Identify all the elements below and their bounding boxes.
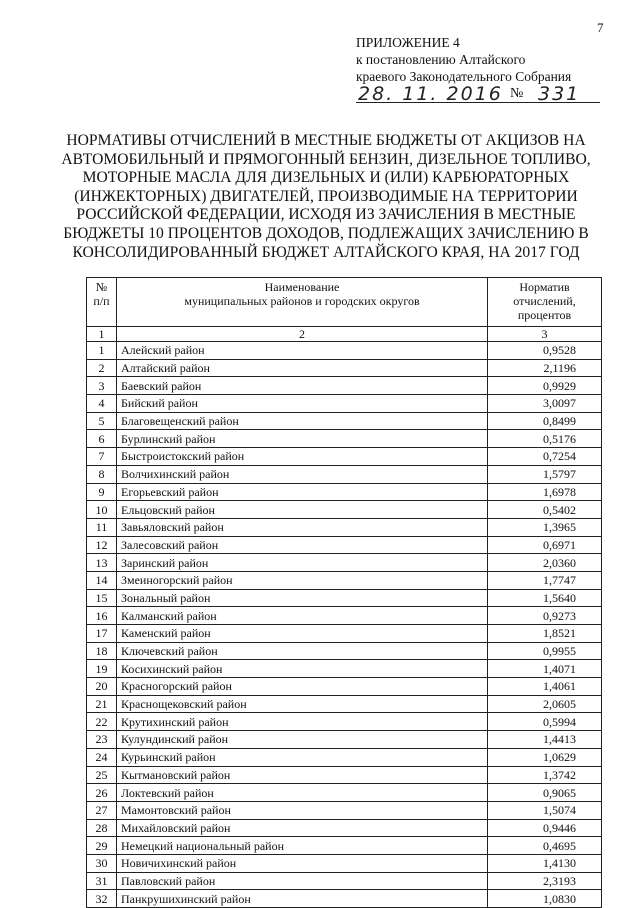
norm-value: 1,4071 — [488, 660, 602, 678]
table-row — [87, 501, 602, 519]
table-row — [87, 342, 602, 360]
document-title: НОРМАТИВЫ ОТЧИСЛЕНИЙ В МЕСТНЫЕ БЮДЖЕТЫ ОТ АКЦИЗОВ НА АВТОМОБИЛЬНЫЙ И ПРЯМОГОННЫЙ БЕНЗИН, ДИЗЕЛЬНОЕ ТОПЛИВО, МОТОРНЫЕ МАСЛА ДЛЯ ДИЗЕЛЬНЫХ И (ИЛИ) КАРБЮРАТОРНЫХ (ИНЖЕКТОРНЫХ) ДВИГАТЕЛЕЙ, ПРОИЗВОДИМЫЕ НА ТЕРРИТОРИИ РОССИЙСКОЙ ФЕДЕРАЦИИ, ИСХОДЯ ИЗ ЗАЧИСЛЕНИЯ В МЕСТНЫЕ БЮДЖЕТЫ 10 ПРОЦЕНТОВ ДОХОДОВ, ПОДЛЕЖАЩИХ ЗАЧИСЛЕНИЮ В КОНСОЛИДИРОВАННЫЙ БЮДЖЕТ АЛТАЙСКОГО КРАЯ, НА 2017 ГОД — [61, 132, 591, 261]
table-row — [87, 731, 602, 749]
table-row — [87, 837, 602, 855]
district-name: Ельцовский район — [117, 501, 488, 519]
table-row — [87, 359, 602, 377]
district-name: Заринский район — [117, 554, 488, 572]
district-name: Завьяловский район — [117, 518, 488, 536]
row-number: 23 — [87, 731, 117, 749]
appendix-header — [356, 34, 571, 85]
row-number: 10 — [87, 501, 117, 519]
appendix-line-3: краевого Законодательного Собрания — [356, 69, 572, 84]
district-name: Зональный район — [117, 589, 488, 607]
table-row — [87, 872, 602, 890]
district-name: Кулундинский район — [117, 731, 488, 749]
row-number: 9 — [87, 483, 117, 501]
district-name: Новичихинский район — [117, 854, 488, 872]
norm-value: 1,5074 — [488, 801, 602, 819]
norm-value: 0,8499 — [488, 412, 602, 430]
district-name: Мамонтовский район — [117, 801, 488, 819]
row-number: 16 — [87, 607, 117, 625]
table-row — [87, 748, 602, 766]
district-name: Залесовский район — [117, 536, 488, 554]
district-name: Кытмановский район — [117, 766, 488, 784]
row-number: 20 — [87, 678, 117, 696]
resolution-date: 28. 11. 2016 — [358, 83, 503, 105]
table-row — [87, 607, 602, 625]
appendix-line-2: к постановлению Алтайского — [356, 52, 526, 67]
table-row — [87, 678, 602, 696]
table-row — [87, 536, 602, 554]
district-name: Панкрушихинский район — [117, 890, 488, 908]
norm-value: 2,0605 — [488, 695, 602, 713]
district-name: Косихинский район — [117, 660, 488, 678]
row-number: 24 — [87, 748, 117, 766]
row-number: 11 — [87, 518, 117, 536]
district-name: Егорьевский район — [117, 483, 488, 501]
norm-value: 1,6978 — [488, 483, 602, 501]
table-row — [87, 571, 602, 589]
norm-value: 0,5402 — [488, 501, 602, 519]
column-index-row — [87, 327, 602, 342]
district-name: Курьинский район — [117, 748, 488, 766]
resolution-date-number — [356, 83, 601, 105]
table-row — [87, 819, 602, 837]
norm-value: 0,9929 — [488, 377, 602, 395]
row-number: 26 — [87, 784, 117, 802]
norm-value: 1,8521 — [488, 625, 602, 643]
norm-value: 1,5640 — [488, 589, 602, 607]
header-name-line-1: Наименование — [264, 280, 340, 294]
district-name: Красногорский район — [117, 678, 488, 696]
norm-value: 1,4130 — [488, 854, 602, 872]
table-row — [87, 854, 602, 872]
table-row — [87, 395, 602, 413]
column-index: 3 — [488, 327, 602, 342]
norm-value: 2,1196 — [488, 359, 602, 377]
row-number: 6 — [87, 430, 117, 448]
table-row — [87, 412, 602, 430]
appendix-title: ПРИЛОЖЕНИЕ 4 — [356, 35, 460, 50]
district-name: Калманский район — [117, 607, 488, 625]
district-name: Быстроистокский район — [117, 448, 488, 466]
district-name: Алтайский район — [117, 359, 488, 377]
row-number: 2 — [87, 359, 117, 377]
norm-value: 1,0830 — [488, 890, 602, 908]
district-name: Бурлинский район — [117, 430, 488, 448]
row-number: 30 — [87, 854, 117, 872]
district-name: Благовещенский район — [117, 412, 488, 430]
row-number: 8 — [87, 465, 117, 483]
column-index: 1 — [87, 327, 117, 342]
norms-table — [86, 277, 602, 908]
row-number: 13 — [87, 554, 117, 572]
row-number: 5 — [87, 412, 117, 430]
norm-value: 1,5797 — [488, 465, 602, 483]
norm-value: 0,9065 — [488, 784, 602, 802]
row-number: 31 — [87, 872, 117, 890]
norm-value: 0,4695 — [488, 837, 602, 855]
header-value: Норматив отчислений, процентов — [488, 278, 602, 327]
norm-value: 2,0360 — [488, 554, 602, 572]
district-name: Краснощековский район — [117, 695, 488, 713]
district-name: Ключевский район — [117, 642, 488, 660]
header-number: № п/п — [87, 278, 117, 327]
table-row — [87, 713, 602, 731]
signature-underline — [356, 102, 600, 103]
district-name: Павловский район — [117, 872, 488, 890]
row-number: 7 — [87, 448, 117, 466]
table-row — [87, 625, 602, 643]
number-label: № — [510, 86, 524, 101]
row-number: 28 — [87, 819, 117, 837]
district-name: Баевский район — [117, 377, 488, 395]
district-name: Бийский район — [117, 395, 488, 413]
row-number: 22 — [87, 713, 117, 731]
row-number: 1 — [87, 342, 117, 360]
district-name: Локтевский район — [117, 784, 488, 802]
norm-value: 0,9446 — [488, 819, 602, 837]
row-number: 18 — [87, 642, 117, 660]
table-row — [87, 589, 602, 607]
norm-value: 2,3193 — [488, 872, 602, 890]
district-name: Алейский район — [117, 342, 488, 360]
district-name: Немецкий национальный район — [117, 837, 488, 855]
row-number: 21 — [87, 695, 117, 713]
table-row — [87, 518, 602, 536]
norm-value: 0,9528 — [488, 342, 602, 360]
row-number: 15 — [87, 589, 117, 607]
norm-value: 1,3965 — [488, 518, 602, 536]
table-body — [87, 342, 602, 908]
table-row — [87, 766, 602, 784]
norm-value: 3,0097 — [488, 395, 602, 413]
table-header-row — [87, 278, 602, 327]
page-number: 7 — [597, 20, 604, 35]
district-name: Михайловский район — [117, 819, 488, 837]
row-number: 14 — [87, 571, 117, 589]
column-index: 2 — [117, 327, 488, 342]
row-number: 3 — [87, 377, 117, 395]
norm-value: 1,3742 — [488, 766, 602, 784]
district-name: Каменский район — [117, 625, 488, 643]
row-number: 19 — [87, 660, 117, 678]
norm-value: 0,5176 — [488, 430, 602, 448]
table-row — [87, 554, 602, 572]
table-row — [87, 642, 602, 660]
row-number: 25 — [87, 766, 117, 784]
row-number: 4 — [87, 395, 117, 413]
table-row — [87, 695, 602, 713]
table-row — [87, 448, 602, 466]
header-name-line-2: муниципальных районов и городских округов — [184, 294, 420, 308]
resolution-number: 331 — [538, 83, 581, 105]
table-row — [87, 660, 602, 678]
table-row — [87, 801, 602, 819]
norm-value: 1,4413 — [488, 731, 602, 749]
row-number: 27 — [87, 801, 117, 819]
table-row — [87, 483, 602, 501]
norm-value: 0,5994 — [488, 713, 602, 731]
norm-value: 0,7254 — [488, 448, 602, 466]
norm-value: 0,6971 — [488, 536, 602, 554]
district-name: Змеиногорский район — [117, 571, 488, 589]
header-name — [117, 278, 488, 327]
district-name: Волчихинский район — [117, 465, 488, 483]
row-number: 17 — [87, 625, 117, 643]
norm-value: 1,7747 — [488, 571, 602, 589]
table-row — [87, 784, 602, 802]
norm-value: 1,4061 — [488, 678, 602, 696]
norm-value: 0,9955 — [488, 642, 602, 660]
row-number: 29 — [87, 837, 117, 855]
table-row — [87, 465, 602, 483]
norm-value: 1,0629 — [488, 748, 602, 766]
district-name: Крутихинский район — [117, 713, 488, 731]
norm-value: 0,9273 — [488, 607, 602, 625]
table-row — [87, 377, 602, 395]
table-row — [87, 430, 602, 448]
row-number: 32 — [87, 890, 117, 908]
row-number: 12 — [87, 536, 117, 554]
